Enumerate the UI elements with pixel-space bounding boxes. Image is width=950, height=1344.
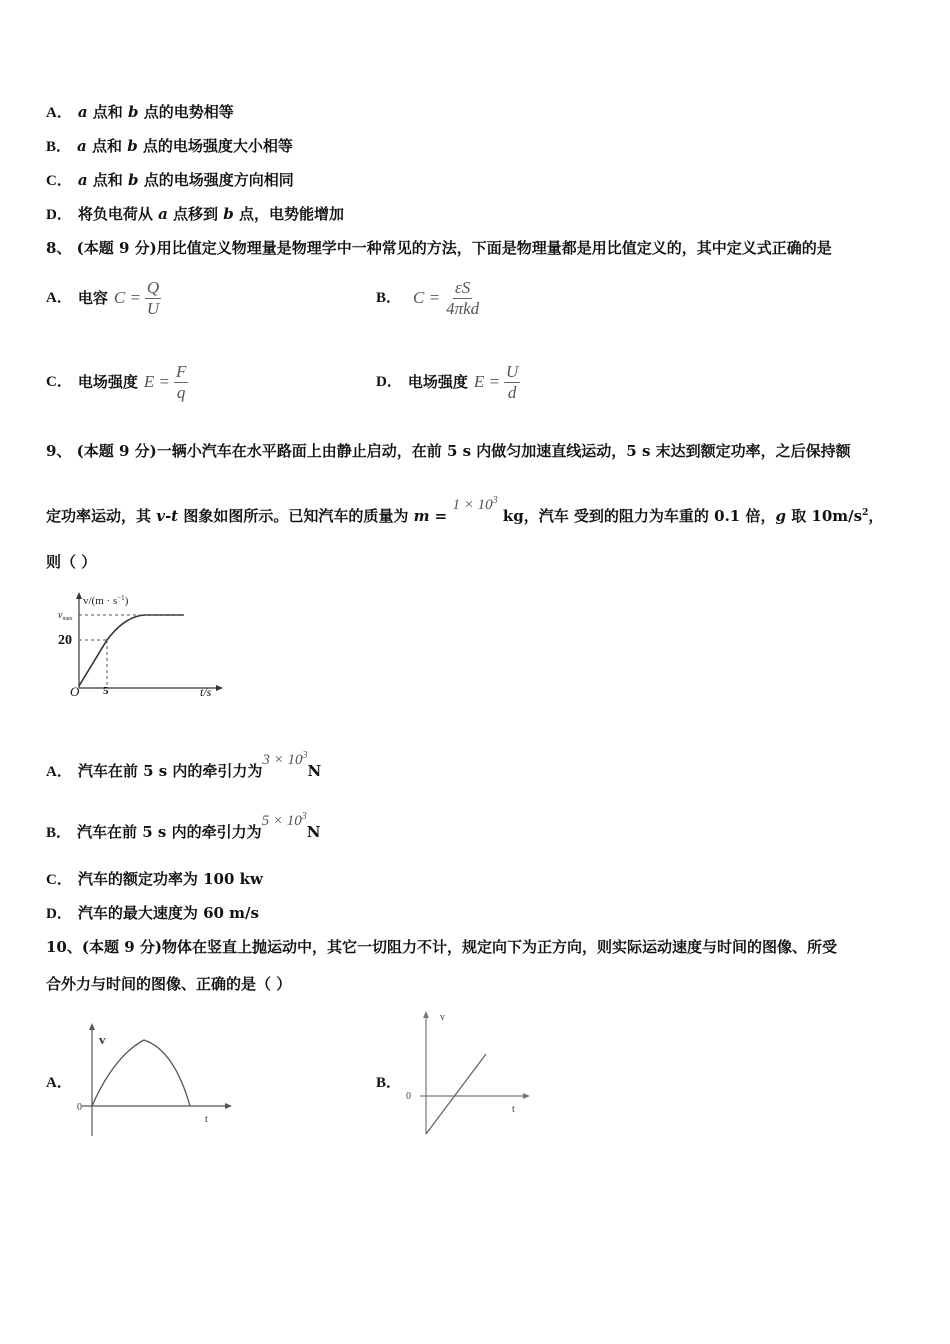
q10-b-xlabel: t — [512, 1104, 515, 1115]
q10-b-line — [426, 1054, 486, 1134]
graph-ylabel: $v/(m \cdot s^{-1})$ — [83, 594, 129, 607]
q9-stem-line3: 则（ ） — [46, 553, 97, 571]
q8-option-d[interactable]: D． 电场强度 E = $\frac{U}{d}$ — [376, 361, 519, 402]
q10-option-a[interactable]: A． — [46, 1075, 72, 1091]
q10-a-x-arrow — [225, 1103, 232, 1109]
q8-stem: 8、 (本题 9 分)用比值定义物理量是物理学中一种常见的方法，下面是物理量都是用比值定义的，其中定义式正确的是 — [46, 239, 832, 257]
q8-d-formula: E = $\frac{U}{d}$ — [473, 361, 519, 402]
graph-vmax-label: $v_{max}$ — [58, 610, 73, 622]
q10-b-graph — [400, 1008, 540, 1138]
q9-option-b[interactable]: B． 汽车在前 5 s 内的牵引力为$5 \times 10^3N$ — [46, 811, 321, 841]
q10-a-graph — [72, 1018, 242, 1140]
q10-stem-line1: 10、(本题 9 分)物体在竖直上抛运动中，其它一切阻力不计，规定向下为正方向，则实际运动速度与时间的图像、所受 — [46, 938, 837, 956]
q10-a-curve — [92, 1040, 190, 1106]
q8-b-formula: C = $\frac{\varepsilon S}{\text{4πkd}}$ — [413, 277, 480, 318]
q8-option-a[interactable]: A． 电容 C = $\frac{Q}{U}$ — [46, 277, 160, 318]
q9-option-d[interactable]: D． 汽车的最大速度为 60 m/s — [46, 904, 259, 922]
q10-b-origin: 0 — [406, 1091, 411, 1102]
y-axis-arrow — [76, 592, 82, 599]
q10-a-origin: 0 — [77, 1102, 82, 1113]
q9-option-a[interactable]: A． 汽车在前 5 s 内的牵引力为$3 \times 10^3N$ — [46, 750, 322, 780]
velocity-curve — [79, 615, 184, 686]
q10-a-y-arrow — [89, 1023, 95, 1030]
graph-x5-label: 5 — [103, 685, 109, 697]
q7-option-a[interactable]: A． a 点和 b 点的电势相等 — [46, 103, 234, 121]
q7-option-d[interactable]: D． 将负电荷从 a 点移到 b 点，电势能增加 — [46, 205, 344, 223]
q8-c-formula: E = $\frac{F}{q}$ — [143, 361, 187, 402]
graph-origin-label: O — [70, 684, 80, 699]
q10-a-xlabel: t — [205, 1114, 208, 1125]
q9-option-c[interactable]: C． 汽车的额定功率为 100 kw — [46, 870, 263, 888]
mass-value: $1 \times 10^3$ — [452, 495, 498, 513]
graph-y20-label: 20 — [58, 633, 72, 648]
q8-a-formula: C = $\frac{Q}{U}$ — [113, 277, 160, 318]
q7-option-c[interactable]: C． a 点和 b 点的电场强度方向相同 — [46, 171, 294, 189]
q8-option-b[interactable]: B． C = $\frac{\varepsilon S}{\text{4πkd}}$ — [376, 277, 480, 318]
q9-stem-line1: 9、 (本题 9 分)一辆小汽车在水平路面上由静止启动，在前 5 s 内做匀加速直线运动，5 s 末达到额定功率，之后保持额 — [46, 442, 851, 460]
q9-stem-line2: 定功率运动，其 v-t 图象如图所示。已知汽车的质量为 $m = 1 \times 10^3$ kg，汽车 受到的阻力为车重的 0.1 倍，g 取 $10m/s^2$， — [46, 495, 884, 525]
q10-b-y-arrow — [423, 1011, 429, 1018]
q10-a-ylabel: v — [99, 1032, 106, 1047]
q9-vt-graph — [50, 588, 250, 700]
x-axis-arrow — [216, 685, 223, 691]
q10-b-ylabel: v — [440, 1012, 445, 1023]
q10-b-x-arrow — [523, 1093, 530, 1099]
q7-option-b[interactable]: B． a 点和 b 点的电场强度大小相等 — [46, 137, 293, 155]
q10-option-b[interactable]: B． — [376, 1075, 402, 1091]
graph-xlabel: t/s — [200, 685, 212, 699]
q8-option-c[interactable]: C． 电场强度 E = $\frac{F}{q}$ — [46, 361, 187, 402]
q10-stem-line2: 合外力与时间的图像、正确的是（ ） — [46, 975, 292, 993]
